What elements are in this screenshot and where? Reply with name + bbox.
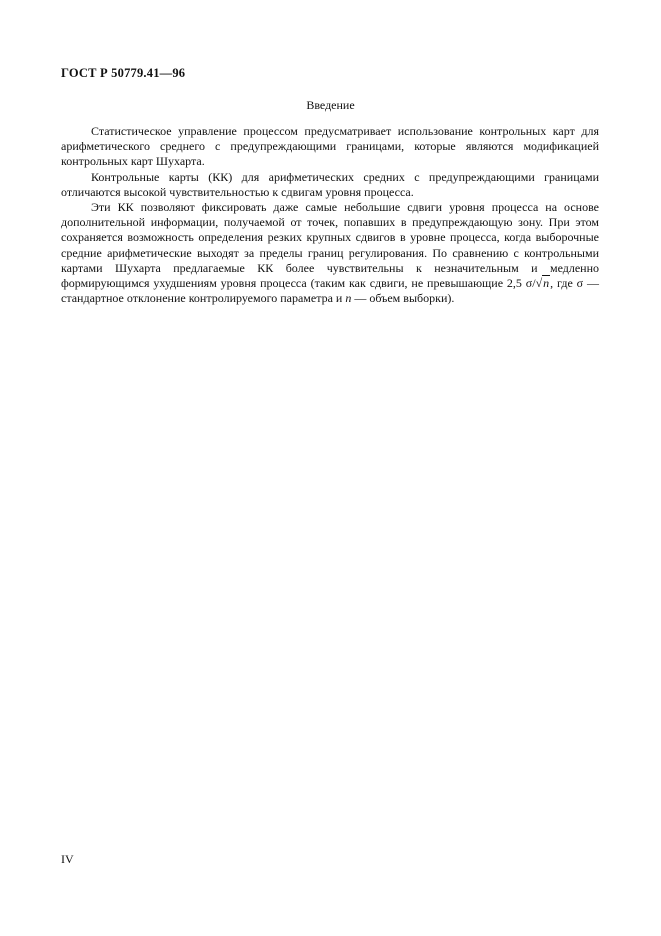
sqrt-symbol: √	[535, 276, 543, 291]
page-number: IV	[61, 852, 74, 866]
paragraph-3-text-start: Эти КК позволяют фиксировать даже самые небольшие сдвиги уровня процесса на основе дополнительной информации, получаемой от точек, попавших в предупреждающую зону. При этом сохраняется возможность определения резких крупных сдвигов в уровне процесса, когда выборочные средние арифметические выходят за пределы границ регулирования. По сравнению с контрольными картами Шухарта предлагаемые КК более чувствительны к незначительным и медленно формирующимся ухудшениям уровня процесса (таким как сдвиги, не превышающие 2,5 σ/	[61, 200, 599, 291]
section-title: Введение	[306, 98, 355, 112]
paragraph-3	[61, 200, 599, 306]
paragraph-2: Контрольные карты (КК) для арифметических средних с предупреждающими границами отличаются высокой чувствительностью к сдвигам уровня процесса.	[61, 169, 599, 199]
variable-n: n	[345, 291, 352, 306]
paragraph-3-text-end: — объем выборки).	[351, 291, 455, 306]
paragraph-1: Статистическое управление процессом предусматривает использование контрольных карт для арифметического среднего с предупреждающими границами, которые являются модификацией контрольных карт Шухарта.	[61, 124, 599, 169]
paragraph-3-text-middle: , где σ — стандартное отклонение контролируемого параметра и	[61, 276, 599, 306]
sqrt-radicand: n	[543, 276, 550, 291]
body-text	[61, 124, 599, 306]
document-header: ГОСТ Р 50779.41—96	[61, 66, 186, 80]
